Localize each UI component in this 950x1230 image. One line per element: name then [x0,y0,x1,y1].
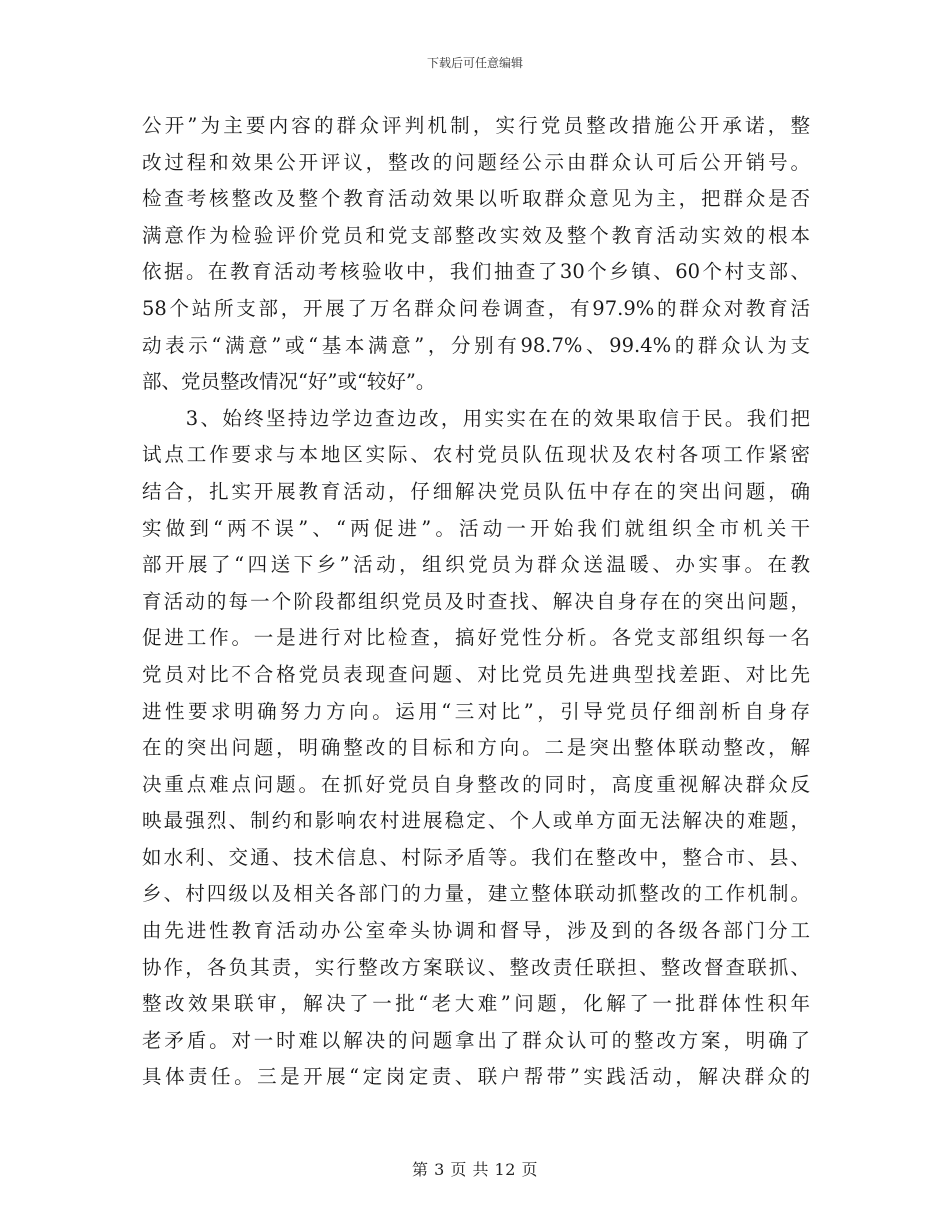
text-line: 部、党员整改情况“好”或“较好”。 [142,370,436,394]
text-line: 在的突出问题，明确整改的目标和方向。二是突出整体联动整改，解 [142,736,810,760]
text-line: 育活动的每一个阶段都组织党员及时查找、解决自身存在的突出问题， [142,589,810,613]
text-line: 由先进性教育活动办公室牵头协调和督导，涉及到的各级各部门分工 [142,919,810,943]
text-line: 实做到“两不误”、“两促进”。活动一开始我们就组织全市机关干 [142,516,810,540]
text-line: 促进工作。一是进行对比检查，搞好党性分析。各党支部组织每一名 [142,626,810,650]
text-line: 如水利、交通、技术信息、村际矛盾等。我们在整改中，整合市、县、 [142,845,810,869]
text-line: 依据。在教育活动考核验收中，我们抽查了30个乡镇、60个村支部、 [142,260,810,284]
text-line: 满意作为检验评价党员和党支部整改实效及整个教育活动实效的根本 [142,223,810,247]
text-line: 进性要求明确努力方向。运用“三对比”，引导党员仔细剖析自身存 [142,699,810,723]
text-line: 改过程和效果公开评议，整改的问题经公示由群众认可后公开销号。 [142,150,810,174]
text-line: 58个站所支部，开展了万名群众问卷调查，有97.9%的群众对教育活 [142,296,810,320]
text-line: 3、始终坚持边学边查边改，用实实在在的效果取信于民。我们把 [142,406,810,430]
text-line: 老矛盾。对一时难以解决的问题拿出了群众认可的整改方案，明确了 [142,1028,810,1052]
text-line: 结合，扎实开展教育活动，仔细解决党员队伍中存在的突出问题，确 [142,479,810,503]
text-line: 公开”为主要内容的群众评判机制，实行党员整改措施公开承诺，整 [142,114,810,137]
text-line: 动表示“满意”或“基本满意”，分别有98.7%、99.4%的群众认为支 [142,333,810,357]
text-line: 试点工作要求与本地区实际、农村党员队伍现状及农村各项工作紧密 [142,443,810,467]
page-header-note: 下载后可任意编辑 [426,56,523,70]
text-line: 协作，各负其责，实行整改方案联议、整改责任联担、整改督查联抓、 [142,955,810,979]
page-number: 第 3 页 共 12 页 [412,1160,538,1179]
text-line: 具体责任。三是开展“定岗定责、联户帮带”实践活动，解决群众的 [142,1065,810,1089]
text-line: 乡、村四级以及相关各部门的力量，建立整体联动抓整改的工作机制。 [142,882,810,906]
text-line: 检查考核整改及整个教育活动效果以听取群众意见为主，把群众是否 [142,187,810,211]
text-line: 党员对比不合格党员表现查问题、对比党员先进典型找差距、对比先 [142,662,810,686]
text-line: 部开展了“四送下乡”活动，组织党员为群众送温暖、办实事。在教 [142,553,810,577]
text-line: 整改效果联审，解决了一批“老大难”问题，化解了一批群体性积年 [142,992,810,1016]
text-line: 映最强烈、制约和影响农村进展稳定、个人或单方面无法解决的难题， [142,809,810,833]
document-body [142,108,810,1096]
text-line: 决重点难点问题。在抓好党员自身整改的同时，高度重视解决群众反 [142,772,810,796]
